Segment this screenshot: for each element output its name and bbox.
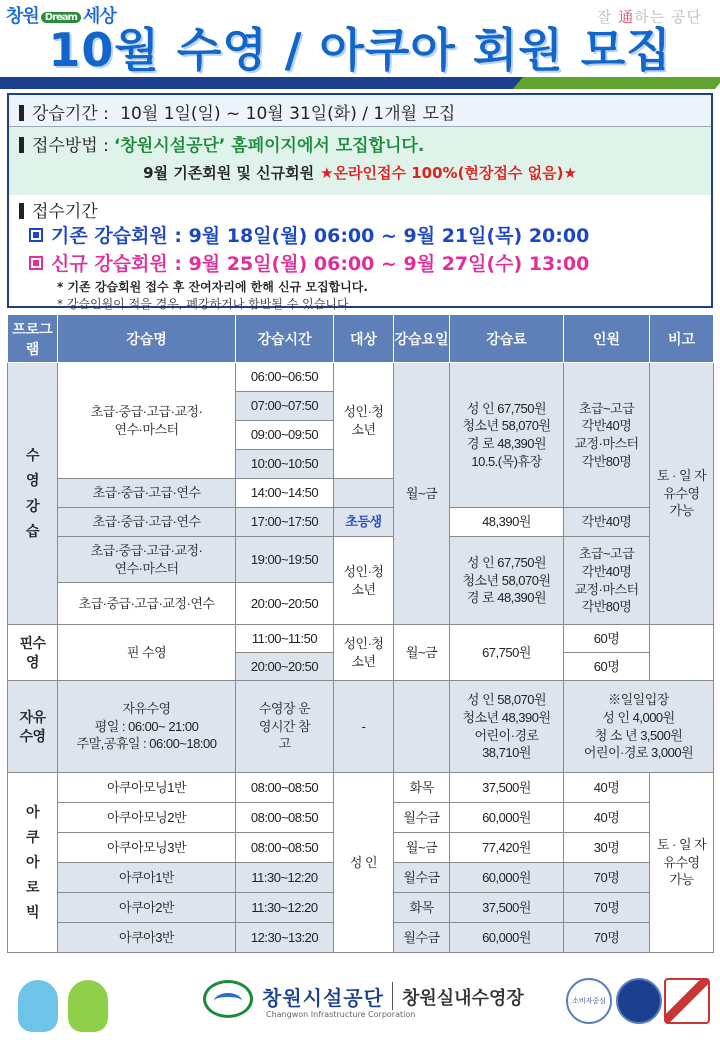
day-cell: 월~금 xyxy=(394,833,450,863)
note-cell xyxy=(650,625,714,681)
target-cell: 성 인 xyxy=(334,773,394,953)
time-cell: 06:00~06:50 xyxy=(236,363,334,392)
header-fee: 강습료 xyxy=(450,315,564,363)
slogan-red: 通 xyxy=(618,8,635,26)
fee-cell: 60,000원 xyxy=(450,863,564,893)
table-row xyxy=(8,537,714,583)
method-line xyxy=(9,127,711,195)
fee-cell: 60,000원 xyxy=(450,923,564,953)
checkbox-square-icon xyxy=(29,256,43,270)
capacity-cell: 40명 xyxy=(564,803,650,833)
new-member-schedule xyxy=(29,250,701,278)
fee-cell: 성 인 67,750원 청소년 58,070원 경 로 48,390원 xyxy=(450,537,564,625)
day-cell: 화목 xyxy=(394,773,450,803)
day-cell: 월수금 xyxy=(394,863,450,893)
fee-cell: 67,750원 xyxy=(450,625,564,681)
new-schedule-text: 신규 강습회원 : 9월 25일(월) 06:00 ~ 9월 27일(수) 13:00 xyxy=(51,253,590,275)
time-cell: 09:00~09:50 xyxy=(236,421,334,450)
time-cell: 14:00~14:50 xyxy=(236,479,334,508)
target-cell xyxy=(334,479,394,508)
note-cancellation: * 강습인원이 적을 경우, 폐강하거나 합반될 수 있습니다. xyxy=(57,297,353,311)
capacity-cell: 60명 xyxy=(564,625,650,653)
day-cell: 월~금 xyxy=(394,625,450,681)
info-box xyxy=(7,93,713,311)
period-line xyxy=(9,95,711,127)
slogan-pre: 잘 xyxy=(596,8,619,26)
corporation-logo-icon xyxy=(203,980,253,1018)
capacity-cell: 각반40명 xyxy=(564,508,650,537)
program-aqua: 아쿠아로빅 xyxy=(8,773,58,953)
time-cell: 11:30~12:20 xyxy=(236,863,334,893)
method-sub-text: 9월 기존회원 및 신규회원 xyxy=(143,164,315,182)
time-cell: 17:00~17:50 xyxy=(236,508,334,537)
target-cell: 성인·청소년 xyxy=(334,363,394,479)
day-cell: 월수금 xyxy=(394,923,450,953)
capacity-cell: 초급~고급 각반40명 교정·마스터 각반80명 xyxy=(564,363,650,508)
header xyxy=(0,0,720,90)
capacity-cell: 30명 xyxy=(564,833,650,863)
course-cell: 아쿠아모닝2반 xyxy=(58,803,236,833)
course-cell: 초급·중급·고급·연수 xyxy=(58,508,236,537)
day-cell xyxy=(394,681,450,773)
program-free: 자유수영 xyxy=(8,681,58,773)
header-day: 강습요일 xyxy=(394,315,450,363)
capacity-cell: 40명 xyxy=(564,773,650,803)
header-program: 프로그램 xyxy=(8,315,58,363)
target-cell: 성인·청소년 xyxy=(334,625,394,681)
method-sub xyxy=(19,162,701,183)
course-cell: 아쿠아모닝3반 xyxy=(58,833,236,863)
table-row xyxy=(8,508,714,537)
cert-badge-icon xyxy=(616,978,662,1024)
time-cell: 08:00~08:50 xyxy=(236,833,334,863)
online-only-notice: ★온라인접수 100%(현장접수 없음)★ xyxy=(320,164,577,182)
title-stripe xyxy=(0,77,720,89)
capacity-cell: ※일일입장 성 인 4,000원 청 소 년 3,500원 어린이·경로 3,000원 xyxy=(564,681,714,773)
consumer-cert-badge: 소비자중심 xyxy=(566,978,612,1024)
checkbox-square-icon xyxy=(29,228,43,242)
table-row xyxy=(8,625,714,653)
method-label: 접수방법 : xyxy=(32,136,109,156)
logo-badge: Dream xyxy=(41,12,81,23)
target-cell: 성인·청소년 xyxy=(334,537,394,625)
table-row xyxy=(8,363,714,392)
mascot-blue-icon xyxy=(18,980,58,1032)
time-cell: 11:00~11:50 xyxy=(236,625,334,653)
day-cell: 월수금 xyxy=(394,803,450,833)
note-cell: 토 · 일 자유수영 가능 xyxy=(650,773,714,953)
logo-text-b: 세상 xyxy=(82,6,116,27)
fee-cell: 77,420원 xyxy=(450,833,564,863)
course-cell: 초급·중급·고급·연수 xyxy=(58,479,236,508)
target-kids-cell: 초등생 xyxy=(334,508,394,537)
existing-schedule-text: 기존 강습회원 : 9월 18일(월) 06:00 ~ 9월 21일(목) 20:00 xyxy=(51,225,590,247)
header-course: 강습명 xyxy=(58,315,236,363)
target-cell: - xyxy=(334,681,394,773)
course-cell: 초급·중급·고급·교정·연수·마스터 xyxy=(58,537,236,583)
note-cell: 토 · 일 자유수영 가능 xyxy=(650,363,714,625)
program-fin: 핀수영 xyxy=(8,625,58,681)
course-cell: 초급·중급·고급·교정·연수·마스터 xyxy=(58,363,236,479)
time-cell: 10:00~10:50 xyxy=(236,450,334,479)
course-cell: 자유수영 평일 : 06:00~ 21:00 주말,공휴일 : 06:00~18:00 xyxy=(58,681,236,773)
course-cell: 초급·중급·고급·교정·연수 xyxy=(58,583,236,625)
course-cell: 아쿠아1반 xyxy=(58,863,236,893)
capacity-cell: 70명 xyxy=(564,893,650,923)
header-capacity: 인원 xyxy=(564,315,650,363)
table-row xyxy=(8,773,714,803)
period-value: 10월 1일(일) ~ 10월 31일(화) / 1개월 모집 xyxy=(120,104,456,124)
mascot-green-icon xyxy=(68,980,108,1032)
corporation-name: 창원시설공단 xyxy=(262,986,384,1010)
divider xyxy=(392,982,393,1010)
course-cell: 아쿠아2반 xyxy=(58,893,236,923)
time-cell: 08:00~08:50 xyxy=(236,773,334,803)
registration-label: 접수기간 xyxy=(32,202,98,222)
header-time: 강습시간 xyxy=(236,315,334,363)
time-cell: 12:30~13:20 xyxy=(236,923,334,953)
fee-cell: 37,500원 xyxy=(450,773,564,803)
fee-cell: 48,390원 xyxy=(450,508,564,537)
time-cell: 20:00~20:50 xyxy=(236,583,334,625)
registration-period xyxy=(9,195,711,314)
time-cell: 20:00~20:50 xyxy=(236,653,334,681)
course-cell: 아쿠아3반 xyxy=(58,923,236,953)
capacity-cell: 초급~고급 각반40명 교정·마스터 각반80명 xyxy=(564,537,650,625)
capacity-cell: 60명 xyxy=(564,653,650,681)
fee-cell: 60,000원 xyxy=(450,803,564,833)
fee-cell: 성 인 67,750원 청소년 58,070원 경 로 48,390원 10.5.(목)휴장 xyxy=(450,363,564,508)
pool-name: 창원실내수영장 xyxy=(402,988,524,1009)
course-cell: 아쿠아모닝1반 xyxy=(58,773,236,803)
time-cell: 19:00~19:50 xyxy=(236,537,334,583)
course-cell: 핀 수영 xyxy=(58,625,236,681)
method-value: ‘창원시설공단’ 홈페이지에서 모집합니다. xyxy=(113,136,425,156)
capacity-cell: 70명 xyxy=(564,863,650,893)
fee-cell: 37,500원 xyxy=(450,893,564,923)
footer xyxy=(0,970,720,1040)
table-header-row xyxy=(8,315,714,363)
header-target: 대상 xyxy=(334,315,394,363)
time-cell: 11:30~12:20 xyxy=(236,893,334,923)
flag-cert-icon xyxy=(664,978,710,1024)
time-cell: 08:00~08:50 xyxy=(236,803,334,833)
table-row xyxy=(8,681,714,773)
time-cell: 07:00~07:50 xyxy=(236,392,334,421)
day-cell: 화목 xyxy=(394,893,450,923)
slogan-post: 하는 공단 xyxy=(634,8,702,26)
day-cell: 월~금 xyxy=(394,363,450,625)
note-remaining-seats: * 기존 강습회원 접수 후 잔여자리에 한해 신규 모집합니다. xyxy=(57,280,368,294)
fee-cell: 성 인 58,070원 청소년 48,390원 어린이·경로 38,710원 xyxy=(450,681,564,773)
header-note: 비고 xyxy=(650,315,714,363)
corporation-name-en: Changwon Infrastructure Corporation xyxy=(266,1010,416,1019)
time-cell: 수영장 운영시간 참고 xyxy=(236,681,334,773)
logo-text-a: 창원 xyxy=(6,6,39,27)
program-swim: 수영강습 xyxy=(8,363,58,625)
capacity-cell: 70명 xyxy=(564,923,650,953)
schedule-table xyxy=(7,314,714,953)
existing-member-schedule xyxy=(29,222,701,250)
period-label: 강습기간 : xyxy=(32,104,109,124)
page-title: 10월 수영 / 아쿠아 회원 모집 xyxy=(48,23,672,77)
